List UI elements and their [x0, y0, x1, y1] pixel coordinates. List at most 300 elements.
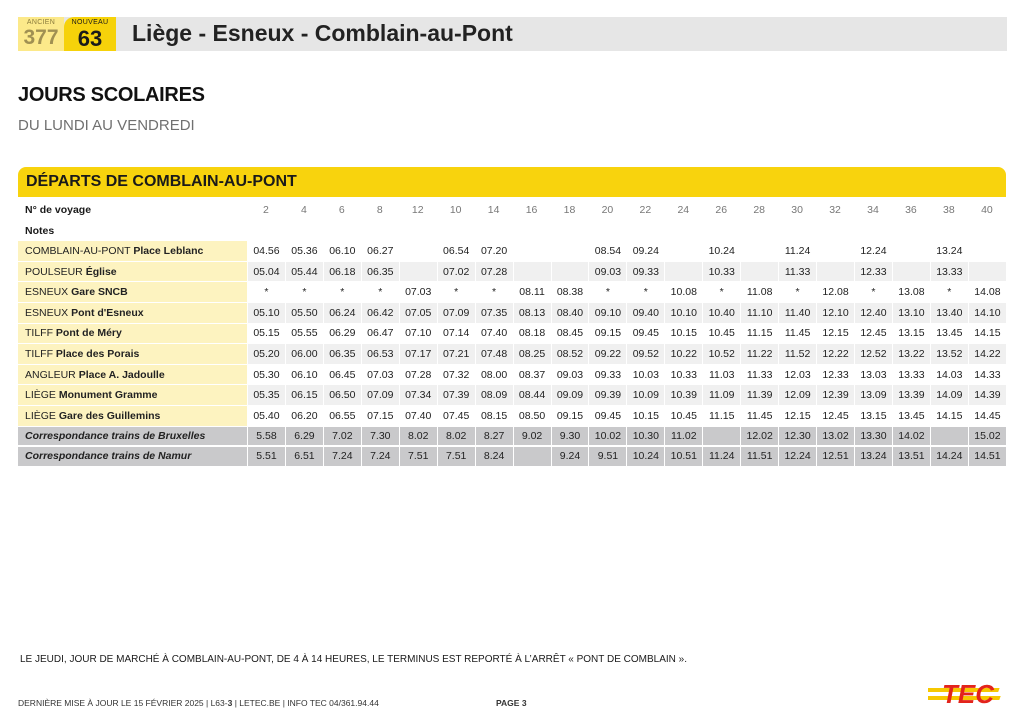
correspondence-row: [18, 427, 1006, 448]
departure-time: 11.52: [778, 344, 816, 365]
correspondence-time: 9.51: [588, 447, 626, 468]
departure-time: 11.33: [740, 365, 778, 386]
voyage-number: 18: [563, 204, 576, 217]
correspondence-time: 13.30: [854, 427, 892, 448]
departure-time: 08.44: [513, 385, 551, 406]
departure-time: 10.15: [664, 324, 702, 345]
departure-time: 12.45: [854, 324, 892, 345]
departure-time: 13.24: [930, 241, 968, 262]
departure-time: 06.10: [323, 241, 361, 262]
departure-time: 05.35: [247, 385, 285, 406]
correspondence-time: 7.51: [399, 447, 437, 468]
correspondence-time: 9.02: [513, 427, 551, 448]
departure-time: 10.33: [702, 262, 740, 283]
departure-time: 06.53: [361, 344, 399, 365]
section-title: JOURS SCOLAIRES: [18, 84, 205, 106]
departure-time: 12.03: [778, 365, 816, 386]
voyage-number: 6: [338, 204, 345, 217]
departure-time: 11.33: [778, 262, 816, 283]
note-cell: [399, 221, 437, 242]
departure-time: 11.45: [740, 406, 778, 427]
notes-row: [18, 221, 1006, 242]
note-cell: [513, 221, 551, 242]
departure-time: 05.50: [285, 303, 323, 324]
departure-time: [664, 241, 702, 262]
departure-time: 12.33: [816, 365, 854, 386]
new-line-badge: [64, 17, 116, 51]
correspondence-label: Correspondance trains de Namur: [18, 447, 247, 468]
departure-time: [551, 241, 589, 262]
departure-time: 09.15: [551, 406, 589, 427]
departure-time: 12.24: [854, 241, 892, 262]
departure-time: 10.45: [702, 324, 740, 345]
footer-text-bold: 3: [227, 698, 233, 708]
departure-time: 13.03: [854, 365, 892, 386]
correspondence-time: 10.02: [588, 427, 626, 448]
departure-time: *: [247, 282, 285, 303]
voyage-number-row: [18, 200, 1006, 221]
departure-time: 11.40: [778, 303, 816, 324]
departure-time: *: [323, 282, 361, 303]
departure-time: 05.15: [247, 324, 285, 345]
departure-time: [740, 241, 778, 262]
departure-time: 05.10: [247, 303, 285, 324]
departure-time: [816, 262, 854, 283]
departure-time: 13.45: [892, 406, 930, 427]
departure-time: 13.22: [892, 344, 930, 365]
correspondence-time: 8.24: [475, 447, 513, 468]
correspondence-time: 14.51: [968, 447, 1006, 468]
voyage-number: 36: [905, 204, 917, 217]
departure-time: 08.15: [475, 406, 513, 427]
stop-name-cell: [18, 324, 247, 345]
departure-time: 10.15: [626, 406, 664, 427]
correspondence-time: 14.02: [892, 427, 930, 448]
stop-name-cell: [18, 262, 247, 283]
note-cell: [437, 221, 475, 242]
correspondence-time: 7.51: [437, 447, 475, 468]
departure-time: 06.54: [437, 241, 475, 262]
correspondence-time: 5.51: [247, 447, 285, 468]
stop-name-cell: [18, 282, 247, 303]
departure-time: 08.00: [475, 365, 513, 386]
note-cell: [361, 221, 399, 242]
departure-time: 14.15: [968, 324, 1006, 345]
stop-name-cell: [18, 406, 247, 427]
departure-time: 07.45: [437, 406, 475, 427]
correspondence-time: 12.02: [740, 427, 778, 448]
departure-time: 10.45: [664, 406, 702, 427]
departure-time: 07.39: [437, 385, 475, 406]
note-cell: [247, 221, 285, 242]
departure-time: 13.33: [930, 262, 968, 283]
departure-time: 05.40: [247, 406, 285, 427]
departure-time: 06.15: [285, 385, 323, 406]
correspondence-time: [513, 447, 551, 468]
departure-time: 13.52: [930, 344, 968, 365]
correspondence-row: [18, 447, 1006, 468]
correspondence-time: 8.02: [399, 427, 437, 448]
departure-time: 08.37: [513, 365, 551, 386]
direction-title: DÉPARTS DE COMBLAIN-AU-PONT: [26, 173, 297, 190]
departure-time: 07.10: [399, 324, 437, 345]
departure-time: [399, 262, 437, 283]
departure-time: 05.04: [247, 262, 285, 283]
departure-time: 07.34: [399, 385, 437, 406]
note-cell: [854, 221, 892, 242]
departure-time: 04.56: [247, 241, 285, 262]
departure-time: 12.39: [816, 385, 854, 406]
stop-row: [18, 262, 1006, 283]
departure-time: 09.33: [626, 262, 664, 283]
note-cell: [702, 221, 740, 242]
departure-time: 08.11: [513, 282, 551, 303]
note-cell: [323, 221, 361, 242]
departure-time: 14.03: [930, 365, 968, 386]
correspondence-time: 6.29: [285, 427, 323, 448]
departure-time: 13.15: [854, 406, 892, 427]
correspondence-time: 13.02: [816, 427, 854, 448]
correspondence-time: 15.02: [968, 427, 1006, 448]
stop-name: Pont de Méry: [55, 327, 122, 340]
departure-time: 09.45: [626, 324, 664, 345]
departure-time: 06.24: [323, 303, 361, 324]
voyage-number: 8: [376, 204, 383, 217]
stop-city: POULSEUR: [25, 265, 83, 278]
departure-time: 11.22: [740, 344, 778, 365]
departure-time: [740, 262, 778, 283]
departure-time: 12.22: [816, 344, 854, 365]
departure-time: 07.28: [399, 365, 437, 386]
old-line-label: ANCIEN: [26, 19, 56, 26]
departure-time: 08.52: [551, 344, 589, 365]
new-line-label: NOUVEAU: [71, 19, 109, 26]
departure-time: 08.45: [551, 324, 589, 345]
departure-time: 06.55: [323, 406, 361, 427]
departure-time: 06.35: [323, 344, 361, 365]
departure-time: 07.14: [437, 324, 475, 345]
departure-time: 10.22: [664, 344, 702, 365]
departure-time: 06.35: [361, 262, 399, 283]
correspondence-time: [930, 427, 968, 448]
departure-time: 11.09: [702, 385, 740, 406]
departure-time: *: [854, 282, 892, 303]
departure-time: 05.36: [285, 241, 323, 262]
note-cell: [664, 221, 702, 242]
departure-time: 11.15: [740, 324, 778, 345]
voyage-number: 34: [867, 204, 879, 217]
departure-time: 13.39: [892, 385, 930, 406]
departure-time: 07.09: [437, 303, 475, 324]
stop-row: [18, 344, 1006, 365]
departure-time: 07.09: [361, 385, 399, 406]
voyage-number: 30: [791, 204, 803, 217]
stop-name: Monument Gramme: [58, 389, 158, 402]
note-cell: [551, 221, 589, 242]
voyage-number: 2: [263, 204, 269, 217]
note-cell: [285, 221, 323, 242]
direction-header: [18, 167, 1006, 197]
departure-time: 09.40: [626, 303, 664, 324]
stop-city: LIÈGE: [25, 389, 56, 402]
stop-name-cell: [18, 303, 247, 324]
departure-time: 06.18: [323, 262, 361, 283]
departure-time: 13.10: [892, 303, 930, 324]
departure-time: 09.09: [551, 385, 589, 406]
departure-time: 10.03: [626, 365, 664, 386]
stop-name: Église: [85, 265, 117, 278]
departure-time: 09.24: [626, 241, 664, 262]
correspondence-time: 8.27: [475, 427, 513, 448]
departure-time: [892, 241, 930, 262]
departure-time: 08.54: [588, 241, 626, 262]
voyage-number: 16: [525, 204, 538, 217]
departure-time: 07.21: [437, 344, 475, 365]
departure-time: 07.32: [437, 365, 475, 386]
departure-time: 09.33: [588, 365, 626, 386]
departure-time: 06.29: [323, 324, 361, 345]
voyage-label: N° de voyage: [25, 204, 92, 217]
departure-time: 09.52: [626, 344, 664, 365]
voyage-number: 14: [487, 204, 500, 217]
departure-time: [551, 262, 589, 283]
departure-time: 13.08: [892, 282, 930, 303]
footer-text-before: DERNIÈRE MISE À JOUR LE 15 FÉVRIER 2025 | L63-: [18, 698, 228, 708]
departure-time: 11.10: [740, 303, 778, 324]
departure-time: *: [361, 282, 399, 303]
departure-time: 14.09: [930, 385, 968, 406]
departure-time: 06.47: [361, 324, 399, 345]
route-title: Liège - Esneux - Comblain-au-Pont: [132, 20, 513, 46]
departure-time: 06.20: [285, 406, 323, 427]
section-subtitle: DU LUNDI AU VENDREDI: [18, 117, 195, 134]
note-cell: [930, 221, 968, 242]
page-number: PAGE 3: [496, 698, 527, 708]
departure-time: 05.44: [285, 262, 323, 283]
tec-logo: [928, 676, 1004, 712]
correspondence-time: 9.30: [551, 427, 589, 448]
stop-row: [18, 385, 1006, 406]
voyage-number: 26: [715, 204, 728, 217]
stop-row: [18, 406, 1006, 427]
departure-time: 05.20: [247, 344, 285, 365]
departure-time: 06.50: [323, 385, 361, 406]
stop-name: Place Leblanc: [133, 244, 204, 257]
departure-time: 10.52: [702, 344, 740, 365]
stop-name: Gare SNCB: [71, 286, 128, 299]
departure-time: *: [778, 282, 816, 303]
correspondence-time: 10.30: [626, 427, 664, 448]
departure-time: 11.24: [778, 241, 816, 262]
voyage-number: 28: [753, 204, 765, 217]
timetable: [18, 200, 1006, 468]
departure-time: 14.10: [968, 303, 1006, 324]
departure-time: 11.15: [702, 406, 740, 427]
departure-time: 11.39: [740, 385, 778, 406]
notes-label: Notes: [25, 224, 55, 237]
logo-text: TEC: [942, 679, 994, 709]
departure-time: 13.15: [892, 324, 930, 345]
departure-time: [816, 241, 854, 262]
departure-time: 09.10: [588, 303, 626, 324]
departure-time: 08.50: [513, 406, 551, 427]
departure-time: 06.27: [361, 241, 399, 262]
old-line-number: 377: [23, 26, 59, 49]
note-cell: [816, 221, 854, 242]
departure-time: 10.24: [702, 241, 740, 262]
correspondence-time: 13.51: [892, 447, 930, 468]
departure-time: 07.02: [437, 262, 475, 283]
departure-time: 05.55: [285, 324, 323, 345]
stop-name-cell: [18, 241, 247, 262]
correspondence-time: 11.51: [740, 447, 778, 468]
voyage-number: 20: [601, 204, 614, 217]
departure-time: [513, 241, 551, 262]
note-cell: [475, 221, 513, 242]
departure-time: *: [475, 282, 513, 303]
departure-time: 09.03: [588, 262, 626, 283]
departure-time: 11.03: [702, 365, 740, 386]
stop-city: ESNEUX: [25, 306, 69, 319]
departure-time: *: [702, 282, 740, 303]
departure-time: 08.18: [513, 324, 551, 345]
stop-row: [18, 324, 1006, 345]
departure-time: 07.03: [361, 365, 399, 386]
departure-time: 09.03: [551, 365, 589, 386]
departure-time: 07.28: [475, 262, 513, 283]
old-line-badge: [18, 17, 64, 51]
departure-time: 07.48: [475, 344, 513, 365]
departure-time: [399, 241, 437, 262]
stop-name-cell: [18, 385, 247, 406]
departure-time: 08.40: [551, 303, 589, 324]
departure-time: 07.40: [475, 324, 513, 345]
departure-time: 14.15: [930, 406, 968, 427]
departure-time: 12.40: [854, 303, 892, 324]
departure-time: 12.33: [854, 262, 892, 283]
departure-time: 08.13: [513, 303, 551, 324]
note-cell: [778, 221, 816, 242]
departure-time: 12.15: [778, 406, 816, 427]
departure-time: 13.09: [854, 385, 892, 406]
departure-time: 07.40: [399, 406, 437, 427]
departure-time: [892, 262, 930, 283]
stop-row: [18, 241, 1006, 262]
departure-time: 07.20: [475, 241, 513, 262]
correspondence-time: 12.51: [816, 447, 854, 468]
correspondence-time: 11.24: [702, 447, 740, 468]
note-cell: [740, 221, 778, 242]
departure-time: 08.38: [551, 282, 589, 303]
departure-time: 07.03: [399, 282, 437, 303]
departure-time: 14.45: [968, 406, 1006, 427]
departure-time: 12.15: [816, 324, 854, 345]
stop-name-cell: [18, 344, 247, 365]
correspondence-time: 5.58: [247, 427, 285, 448]
departure-time: 09.39: [588, 385, 626, 406]
departure-time: 12.45: [816, 406, 854, 427]
departure-time: 14.33: [968, 365, 1006, 386]
note-cell: [968, 221, 1006, 242]
correspondence-time: 10.51: [664, 447, 702, 468]
departure-time: 05.30: [247, 365, 285, 386]
voyage-number: 24: [677, 204, 690, 217]
correspondence-time: 7.30: [361, 427, 399, 448]
departure-time: 06.45: [323, 365, 361, 386]
departure-time: *: [626, 282, 664, 303]
departure-time: *: [437, 282, 475, 303]
correspondence-time: 10.24: [626, 447, 664, 468]
voyage-number: 4: [300, 204, 307, 217]
departure-time: 12.52: [854, 344, 892, 365]
stop-city: COMBLAIN-AU-PONT: [25, 244, 131, 257]
note-cell: [892, 221, 930, 242]
correspondence-label: Correspondance trains de Bruxelles: [18, 427, 247, 448]
correspondence-time: 8.02: [437, 427, 475, 448]
departure-time: 06.10: [285, 365, 323, 386]
correspondence-time: 11.02: [664, 427, 702, 448]
departure-time: 08.25: [513, 344, 551, 365]
note-cell: [588, 221, 626, 242]
departure-time: 10.40: [702, 303, 740, 324]
departure-time: 07.05: [399, 303, 437, 324]
departure-time: *: [285, 282, 323, 303]
departure-time: 10.08: [664, 282, 702, 303]
departure-time: 11.45: [778, 324, 816, 345]
stop-name: Place A. Jadoulle: [78, 368, 165, 381]
stop-city: TILFF: [25, 327, 53, 340]
voyage-number: 38: [943, 204, 955, 217]
departure-time: 09.45: [588, 406, 626, 427]
departure-time: 09.15: [588, 324, 626, 345]
departure-time: *: [588, 282, 626, 303]
departure-time: *: [930, 282, 968, 303]
correspondence-time: 7.24: [361, 447, 399, 468]
departure-time: 14.22: [968, 344, 1006, 365]
stop-city: ANGLEUR: [25, 368, 76, 381]
departure-time: [968, 262, 1006, 283]
voyage-number: 10: [449, 204, 462, 217]
stop-name: Gare des Guillemins: [58, 409, 161, 422]
departure-time: 13.45: [930, 324, 968, 345]
correspondence-time: 12.24: [778, 447, 816, 468]
correspondence-time: 9.24: [551, 447, 589, 468]
departure-time: 06.42: [361, 303, 399, 324]
voyage-number: 40: [981, 204, 993, 217]
departure-time: 13.40: [930, 303, 968, 324]
departure-time: 09.22: [588, 344, 626, 365]
departure-time: [968, 241, 1006, 262]
footnote: LE JEUDI, JOUR DE MARCHÉ À COMBLAIN-AU-PONT, DE 4 À 14 HEURES, LE TERMINUS EST REPORTÉ À L’ARRÊT « PONT DE COMBLAIN ».: [20, 654, 688, 665]
departure-time: 10.39: [664, 385, 702, 406]
departure-time: 10.10: [664, 303, 702, 324]
departure-time: 07.35: [475, 303, 513, 324]
departure-time: 14.08: [968, 282, 1006, 303]
departure-time: 11.08: [740, 282, 778, 303]
stop-name-cell: [18, 365, 247, 386]
departure-time: 06.00: [285, 344, 323, 365]
departure-time: 12.09: [778, 385, 816, 406]
departure-time: 13.33: [892, 365, 930, 386]
stop-city: LIÈGE: [25, 409, 56, 422]
departure-time: 14.39: [968, 385, 1006, 406]
correspondence-time: 7.24: [323, 447, 361, 468]
correspondence-time: 14.24: [930, 447, 968, 468]
voyage-number: 12: [411, 204, 424, 217]
voyage-number: 22: [639, 204, 652, 217]
departure-time: 07.15: [361, 406, 399, 427]
stop-row: [18, 303, 1006, 324]
